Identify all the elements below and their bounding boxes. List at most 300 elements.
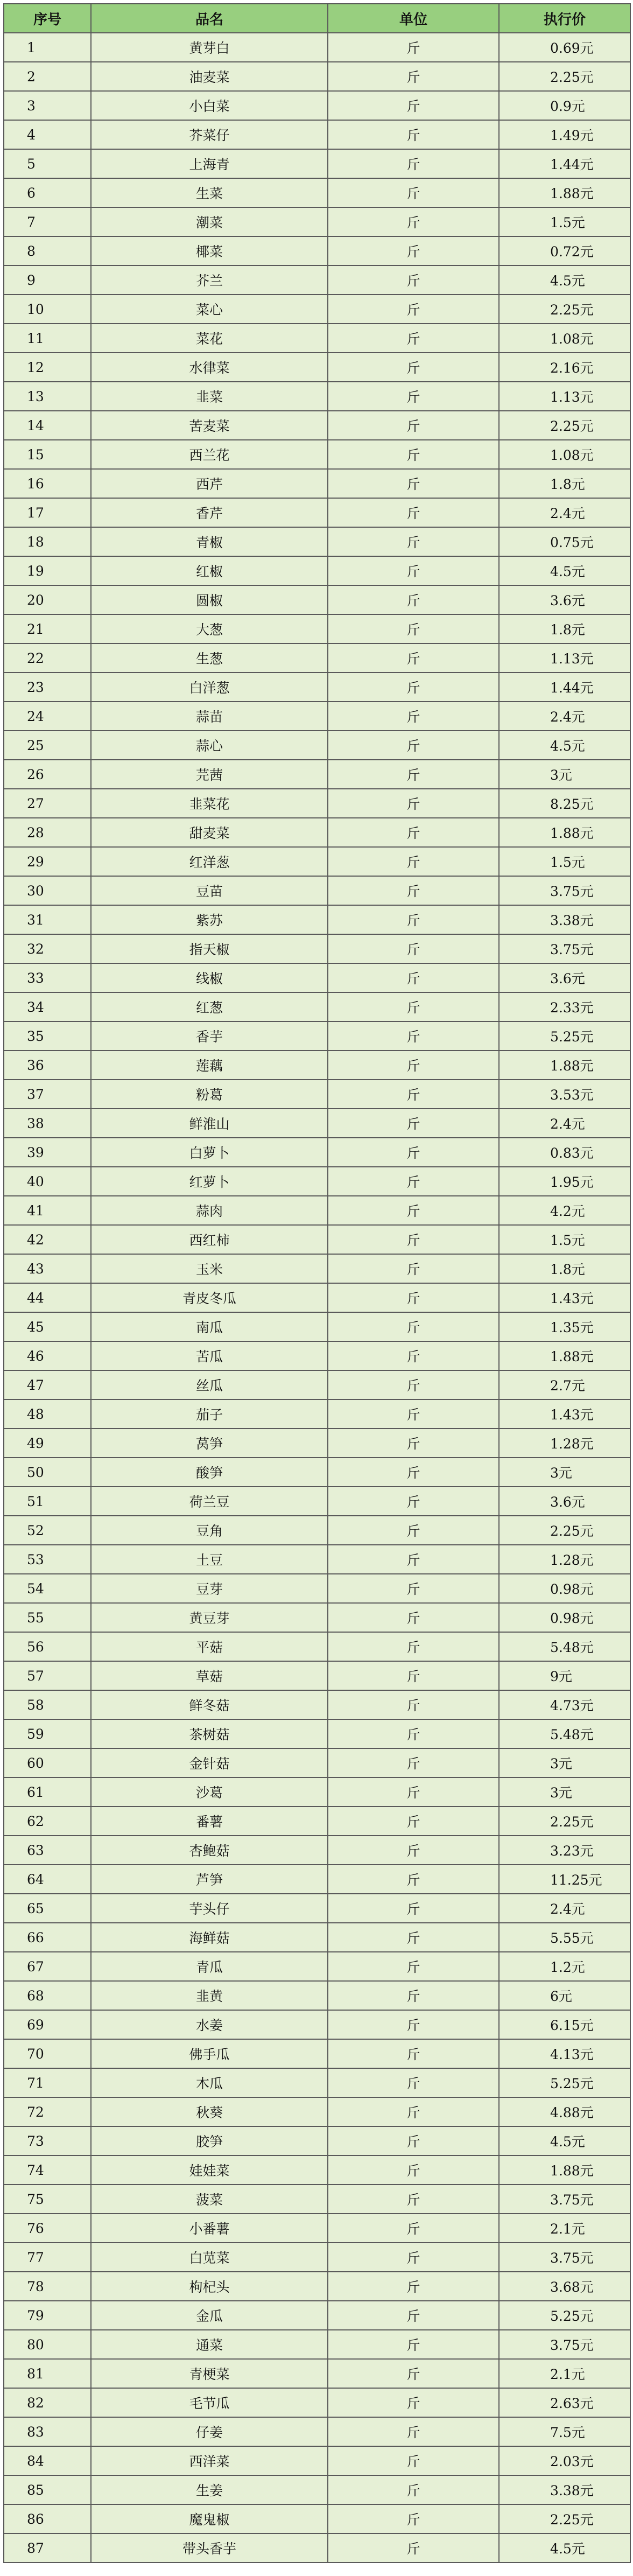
- item-name: 茄子: [91, 1399, 328, 1429]
- unit-cell: 斤: [328, 1661, 499, 1690]
- row-index: 86: [4, 2504, 91, 2533]
- price-cell: 7.5元: [499, 2417, 630, 2446]
- table-row: [4, 1458, 630, 1487]
- item-name: 蒜苗: [91, 702, 328, 731]
- price-cell: 4.13元: [499, 2039, 630, 2068]
- row-index: 2: [4, 62, 91, 91]
- item-name: 油麦菜: [91, 62, 328, 91]
- table-row: [4, 673, 630, 702]
- table-row: [4, 2214, 630, 2243]
- row-index: 20: [4, 585, 91, 614]
- item-name: 豆角: [91, 1516, 328, 1545]
- item-name: 生葱: [91, 643, 328, 673]
- unit-cell: 斤: [328, 1051, 499, 1080]
- item-name: 小白菜: [91, 91, 328, 120]
- unit-cell: 斤: [328, 585, 499, 614]
- item-name: 苦瓜: [91, 1341, 328, 1370]
- unit-cell: 斤: [328, 1021, 499, 1051]
- price-cell: 2.4元: [499, 1894, 630, 1923]
- item-name: 黄芽白: [91, 33, 328, 62]
- item-name: 甜麦菜: [91, 818, 328, 847]
- unit-cell: 斤: [328, 1574, 499, 1603]
- item-name: 枸杞头: [91, 2272, 328, 2301]
- row-index: 28: [4, 818, 91, 847]
- price-cell: 1.43元: [499, 1283, 630, 1312]
- item-name: 青梗菜: [91, 2359, 328, 2388]
- price-cell: 5.25元: [499, 1021, 630, 1051]
- price-cell: 2.1元: [499, 2359, 630, 2388]
- row-index: 36: [4, 1051, 91, 1080]
- table-row: [4, 2010, 630, 2039]
- table-row: [4, 1661, 630, 1690]
- item-name: 菜花: [91, 324, 328, 353]
- row-index: 64: [4, 1865, 91, 1894]
- table-row: [4, 91, 630, 120]
- row-index: 68: [4, 1981, 91, 2010]
- table-row: [4, 1865, 630, 1894]
- row-index: 37: [4, 1080, 91, 1109]
- price-cell: 4.5元: [499, 2126, 630, 2155]
- unit-cell: 斤: [328, 1283, 499, 1312]
- price-cell: 3元: [499, 1458, 630, 1487]
- table-row: [4, 382, 630, 411]
- price-cell: 1.13元: [499, 643, 630, 673]
- row-index: 70: [4, 2039, 91, 2068]
- table-row: [4, 2446, 630, 2475]
- price-cell: 3.75元: [499, 2330, 630, 2359]
- table-row: [4, 731, 630, 760]
- price-cell: 1.5元: [499, 847, 630, 876]
- row-index: 3: [4, 91, 91, 120]
- item-name: 韭黄: [91, 1981, 328, 2010]
- price-cell: 1.43元: [499, 1399, 630, 1429]
- item-name: 菜心: [91, 295, 328, 324]
- price-cell: 0.98元: [499, 1574, 630, 1603]
- table-row: [4, 178, 630, 207]
- unit-cell: 斤: [328, 1807, 499, 1836]
- unit-cell: 斤: [328, 847, 499, 876]
- price-cell: 1.28元: [499, 1429, 630, 1458]
- table-row: [4, 324, 630, 353]
- item-name: 香芋: [91, 1021, 328, 1051]
- price-cell: 0.9元: [499, 91, 630, 120]
- header-index: 序号: [4, 4, 91, 33]
- item-name: 娃娃菜: [91, 2155, 328, 2185]
- table-row: [4, 585, 630, 614]
- unit-cell: 斤: [328, 33, 499, 62]
- item-name: 莴笋: [91, 1429, 328, 1458]
- row-index: 4: [4, 120, 91, 149]
- unit-cell: 斤: [328, 2126, 499, 2155]
- item-name: 韭菜花: [91, 789, 328, 818]
- price-cell: 0.98元: [499, 1603, 630, 1632]
- item-name: 椰菜: [91, 236, 328, 265]
- row-index: 87: [4, 2533, 91, 2563]
- item-name: 紫苏: [91, 905, 328, 934]
- price-cell: 1.44元: [499, 673, 630, 702]
- unit-cell: 斤: [328, 236, 499, 265]
- table-row: [4, 1836, 630, 1865]
- price-cell: 1.95元: [499, 1167, 630, 1196]
- unit-cell: 斤: [328, 2359, 499, 2388]
- price-cell: 3.23元: [499, 1836, 630, 1865]
- price-cell: 1.8元: [499, 469, 630, 498]
- price-cell: 1.5元: [499, 1225, 630, 1254]
- item-name: 木瓜: [91, 2068, 328, 2097]
- price-cell: 5.48元: [499, 1632, 630, 1661]
- table-row: [4, 2301, 630, 2330]
- item-name: 上海青: [91, 149, 328, 178]
- unit-cell: 斤: [328, 1719, 499, 1748]
- price-cell: 1.49元: [499, 120, 630, 149]
- unit-cell: 斤: [328, 1923, 499, 1952]
- row-index: 69: [4, 2010, 91, 2039]
- unit-cell: 斤: [328, 789, 499, 818]
- price-cell: 1.88元: [499, 2155, 630, 2185]
- row-index: 27: [4, 789, 91, 818]
- table-row: [4, 469, 630, 498]
- price-cell: 3.75元: [499, 2243, 630, 2272]
- price-cell: 6.15元: [499, 2010, 630, 2039]
- unit-cell: 斤: [328, 2272, 499, 2301]
- unit-cell: 斤: [328, 1109, 499, 1138]
- unit-cell: 斤: [328, 2185, 499, 2214]
- table-row: [4, 556, 630, 585]
- price-cell: 2.1元: [499, 2214, 630, 2243]
- row-index: 76: [4, 2214, 91, 2243]
- row-index: 25: [4, 731, 91, 760]
- item-name: 荷兰豆: [91, 1487, 328, 1516]
- row-index: 11: [4, 324, 91, 353]
- row-index: 9: [4, 265, 91, 295]
- row-index: 49: [4, 1429, 91, 1458]
- item-name: 苦麦菜: [91, 411, 328, 440]
- item-name: 西芹: [91, 469, 328, 498]
- row-index: 12: [4, 353, 91, 382]
- item-name: 生菜: [91, 178, 328, 207]
- price-cell: 5.55元: [499, 1923, 630, 1952]
- price-cell: 4.5元: [499, 2533, 630, 2563]
- item-name: 海鲜菇: [91, 1923, 328, 1952]
- item-name: 通菜: [91, 2330, 328, 2359]
- item-name: 韭菜: [91, 382, 328, 411]
- row-index: 21: [4, 614, 91, 643]
- item-name: 金针菇: [91, 1748, 328, 1777]
- unit-cell: 斤: [328, 1516, 499, 1545]
- price-cell: 2.25元: [499, 1807, 630, 1836]
- price-cell: 3.38元: [499, 905, 630, 934]
- item-name: 红葱: [91, 992, 328, 1021]
- unit-cell: 斤: [328, 1981, 499, 2010]
- row-index: 13: [4, 382, 91, 411]
- unit-cell: 斤: [328, 2330, 499, 2359]
- price-cell: 1.44元: [499, 149, 630, 178]
- row-index: 16: [4, 469, 91, 498]
- item-name: 魔鬼椒: [91, 2504, 328, 2533]
- item-name: 青椒: [91, 527, 328, 556]
- row-index: 43: [4, 1254, 91, 1283]
- item-name: 香芹: [91, 498, 328, 527]
- table-row: [4, 1981, 630, 2010]
- unit-cell: 斤: [328, 1777, 499, 1807]
- row-index: 5: [4, 149, 91, 178]
- row-index: 33: [4, 963, 91, 992]
- row-index: 45: [4, 1312, 91, 1341]
- table-row: [4, 2272, 630, 2301]
- table-row: [4, 1283, 630, 1312]
- table-row: [4, 905, 630, 934]
- table-row: [4, 934, 630, 963]
- price-cell: 1.13元: [499, 382, 630, 411]
- row-index: 15: [4, 440, 91, 469]
- item-name: 鲜冬菇: [91, 1690, 328, 1719]
- price-cell: 3.6元: [499, 963, 630, 992]
- item-name: 平菇: [91, 1632, 328, 1661]
- unit-cell: 斤: [328, 1312, 499, 1341]
- row-index: 78: [4, 2272, 91, 2301]
- table-row: [4, 207, 630, 236]
- row-index: 40: [4, 1167, 91, 1196]
- table-row: [4, 1138, 630, 1167]
- unit-cell: 斤: [328, 1196, 499, 1225]
- item-name: 大葱: [91, 614, 328, 643]
- row-index: 39: [4, 1138, 91, 1167]
- unit-cell: 斤: [328, 1458, 499, 1487]
- row-index: 84: [4, 2446, 91, 2475]
- table-row: [4, 702, 630, 731]
- unit-cell: 斤: [328, 2039, 499, 2068]
- price-cell: 2.03元: [499, 2446, 630, 2475]
- item-name: 仔姜: [91, 2417, 328, 2446]
- row-index: 77: [4, 2243, 91, 2272]
- price-cell: 6元: [499, 1981, 630, 2010]
- table-row: [4, 1952, 630, 1981]
- row-index: 72: [4, 2097, 91, 2126]
- unit-cell: 斤: [328, 818, 499, 847]
- price-cell: 4.2元: [499, 1196, 630, 1225]
- price-cell: 4.88元: [499, 2097, 630, 2126]
- price-cell: 2.33元: [499, 992, 630, 1021]
- table-row: [4, 1196, 630, 1225]
- row-index: 65: [4, 1894, 91, 1923]
- table-row: [4, 1690, 630, 1719]
- table-row: [4, 265, 630, 295]
- table-body: [4, 33, 630, 2563]
- unit-cell: 斤: [328, 556, 499, 585]
- row-index: 44: [4, 1283, 91, 1312]
- unit-cell: 斤: [328, 1429, 499, 1458]
- item-name: 胶笋: [91, 2126, 328, 2155]
- table-row: [4, 1254, 630, 1283]
- unit-cell: 斤: [328, 91, 499, 120]
- price-cell: 3.38元: [499, 2475, 630, 2504]
- price-cell: 3.6元: [499, 585, 630, 614]
- item-name: 西红柿: [91, 1225, 328, 1254]
- price-cell: 0.75元: [499, 527, 630, 556]
- item-name: 白苋菜: [91, 2243, 328, 2272]
- item-name: 茶树菇: [91, 1719, 328, 1748]
- price-cell: 1.88元: [499, 1341, 630, 1370]
- row-index: 60: [4, 1748, 91, 1777]
- price-cell: 1.88元: [499, 178, 630, 207]
- table-row: [4, 1021, 630, 1051]
- price-cell: 2.4元: [499, 1109, 630, 1138]
- unit-cell: 斤: [328, 1341, 499, 1370]
- unit-cell: 斤: [328, 353, 499, 382]
- price-cell: 3元: [499, 1777, 630, 1807]
- row-index: 34: [4, 992, 91, 1021]
- row-index: 50: [4, 1458, 91, 1487]
- unit-cell: 斤: [328, 1399, 499, 1429]
- price-cell: 3元: [499, 760, 630, 789]
- table-row: [4, 2388, 630, 2417]
- price-cell: 4.5元: [499, 731, 630, 760]
- table-row: [4, 2243, 630, 2272]
- price-cell: 1.88元: [499, 818, 630, 847]
- table-row: [4, 1632, 630, 1661]
- row-index: 55: [4, 1603, 91, 1632]
- row-index: 67: [4, 1952, 91, 1981]
- table-row: [4, 2359, 630, 2388]
- price-cell: 2.4元: [499, 498, 630, 527]
- price-cell: 2.25元: [499, 411, 630, 440]
- row-index: 41: [4, 1196, 91, 1225]
- table-row: [4, 1080, 630, 1109]
- header-unit: 单位: [328, 4, 499, 33]
- row-index: 54: [4, 1574, 91, 1603]
- price-cell: 1.08元: [499, 324, 630, 353]
- unit-cell: 斤: [328, 905, 499, 934]
- price-cell: 2.7元: [499, 1370, 630, 1399]
- row-index: 73: [4, 2126, 91, 2155]
- unit-cell: 斤: [328, 1836, 499, 1865]
- table-row: [4, 2155, 630, 2185]
- item-name: 芋头仔: [91, 1894, 328, 1923]
- price-cell: 1.8元: [499, 1254, 630, 1283]
- table-row: [4, 1341, 630, 1370]
- item-name: 红椒: [91, 556, 328, 585]
- table-row: [4, 1429, 630, 1458]
- header-item-name: 品名: [91, 4, 328, 33]
- price-cell: 3.6元: [499, 1487, 630, 1516]
- table-row: [4, 2068, 630, 2097]
- unit-cell: 斤: [328, 527, 499, 556]
- unit-cell: 斤: [328, 2155, 499, 2185]
- unit-cell: 斤: [328, 992, 499, 1021]
- price-cell: 3.75元: [499, 2185, 630, 2214]
- table-row: [4, 1312, 630, 1341]
- unit-cell: 斤: [328, 1167, 499, 1196]
- unit-cell: 斤: [328, 324, 499, 353]
- item-name: 秋葵: [91, 2097, 328, 2126]
- table-row: [4, 2504, 630, 2533]
- row-index: 19: [4, 556, 91, 585]
- row-index: 10: [4, 295, 91, 324]
- unit-cell: 斤: [328, 2533, 499, 2563]
- row-index: 63: [4, 1836, 91, 1865]
- item-name: 小番薯: [91, 2214, 328, 2243]
- table-row: [4, 2126, 630, 2155]
- item-name: 蒜心: [91, 731, 328, 760]
- price-cell: 0.69元: [499, 33, 630, 62]
- row-index: 53: [4, 1545, 91, 1574]
- item-name: 沙葛: [91, 1777, 328, 1807]
- row-index: 81: [4, 2359, 91, 2388]
- table-row: [4, 1516, 630, 1545]
- table-row: [4, 2185, 630, 2214]
- item-name: 青瓜: [91, 1952, 328, 1981]
- row-index: 80: [4, 2330, 91, 2359]
- price-cell: 3.75元: [499, 934, 630, 963]
- unit-cell: 斤: [328, 1603, 499, 1632]
- table-row: [4, 2330, 630, 2359]
- item-name: 菠菜: [91, 2185, 328, 2214]
- price-cell: 0.83元: [499, 1138, 630, 1167]
- item-name: 潮菜: [91, 207, 328, 236]
- item-name: 水姜: [91, 2010, 328, 2039]
- row-index: 29: [4, 847, 91, 876]
- table-row: [4, 1719, 630, 1748]
- unit-cell: 斤: [328, 1632, 499, 1661]
- row-index: 32: [4, 934, 91, 963]
- table-row: [4, 876, 630, 905]
- price-cell: 2.25元: [499, 1516, 630, 1545]
- row-index: 62: [4, 1807, 91, 1836]
- table-row: [4, 149, 630, 178]
- unit-cell: 斤: [328, 207, 499, 236]
- item-name: 圆椒: [91, 585, 328, 614]
- price-cell: 2.63元: [499, 2388, 630, 2417]
- unit-cell: 斤: [328, 1952, 499, 1981]
- row-index: 75: [4, 2185, 91, 2214]
- table-row: [4, 1487, 630, 1516]
- row-index: 79: [4, 2301, 91, 2330]
- item-name: 佛手瓜: [91, 2039, 328, 2068]
- unit-cell: 斤: [328, 1894, 499, 1923]
- row-index: 8: [4, 236, 91, 265]
- item-name: 红洋葱: [91, 847, 328, 876]
- unit-cell: 斤: [328, 731, 499, 760]
- price-cell: 2.4元: [499, 702, 630, 731]
- unit-cell: 斤: [328, 1545, 499, 1574]
- price-cell: 1.28元: [499, 1545, 630, 1574]
- table-row: [4, 411, 630, 440]
- price-cell: 2.25元: [499, 295, 630, 324]
- unit-cell: 斤: [328, 2068, 499, 2097]
- table-row: [4, 1574, 630, 1603]
- unit-cell: 斤: [328, 120, 499, 149]
- table-header-row: [4, 4, 630, 33]
- row-index: 17: [4, 498, 91, 527]
- table-row: [4, 963, 630, 992]
- item-name: 土豆: [91, 1545, 328, 1574]
- unit-cell: 斤: [328, 643, 499, 673]
- table-row: [4, 2039, 630, 2068]
- table-row: [4, 62, 630, 91]
- table-row: [4, 295, 630, 324]
- row-index: 6: [4, 178, 91, 207]
- price-cell: 3.68元: [499, 2272, 630, 2301]
- row-index: 47: [4, 1370, 91, 1399]
- item-name: 杏鲍菇: [91, 1836, 328, 1865]
- unit-cell: 斤: [328, 2301, 499, 2330]
- row-index: 85: [4, 2475, 91, 2504]
- unit-cell: 斤: [328, 178, 499, 207]
- price-table-container: [3, 3, 630, 2563]
- price-cell: 5.25元: [499, 2301, 630, 2330]
- table-row: [4, 1603, 630, 1632]
- row-index: 61: [4, 1777, 91, 1807]
